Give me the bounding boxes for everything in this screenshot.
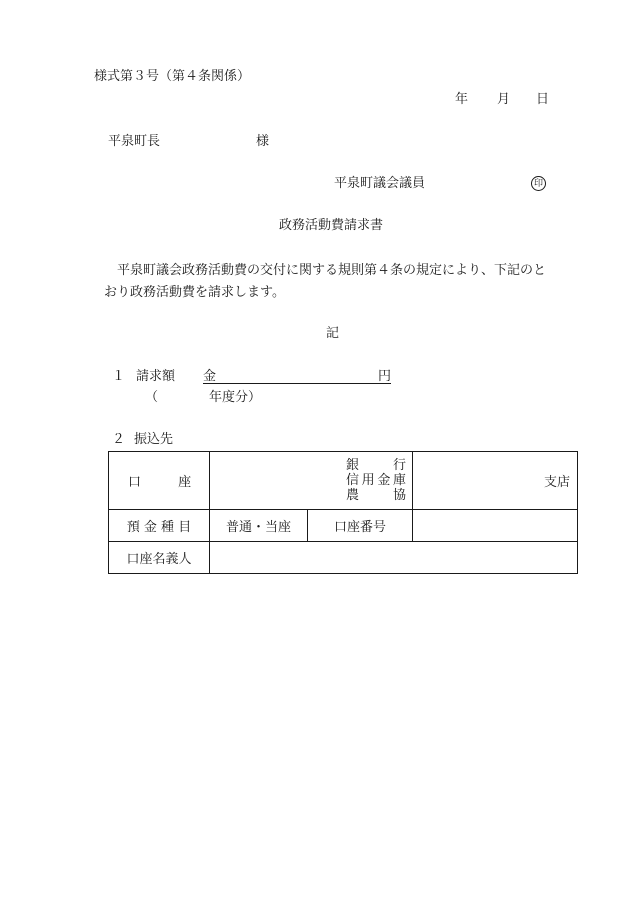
seal-mark: 印	[531, 176, 546, 191]
holder-row	[109, 542, 578, 574]
kin-label: 金	[203, 369, 217, 384]
item2-number: ２	[112, 432, 126, 447]
document-title: 政務活動費請求書	[279, 218, 384, 233]
addressee-name: 平泉町長	[108, 134, 161, 149]
bank-type-shinkin: 信用金庫	[346, 473, 406, 488]
account-label-1: 口	[128, 475, 142, 490]
fiscal-year-label: 年度分）	[209, 390, 262, 405]
account-label-2: 座	[178, 475, 192, 490]
account-holder-field[interactable]	[210, 542, 578, 574]
date-day: 日	[536, 92, 550, 107]
item2-label: 振込先	[134, 432, 174, 447]
date-month: 月	[497, 92, 511, 107]
transfer-table	[108, 451, 578, 574]
bank-name-field[interactable]	[210, 452, 413, 510]
fiscal-year-paren: （	[145, 390, 159, 405]
body-text-line-1: 平泉町議会政務活動費の交付に関する規則第４条の規定により、下記のと	[117, 263, 547, 278]
account-holder-label: 口座名義人	[109, 542, 210, 574]
bank-type-nokyo: 農 協	[346, 488, 406, 503]
item1-label: 請求額	[136, 369, 176, 384]
deposit-row	[109, 510, 578, 542]
form-number: 様式第３号（第４条関係）	[94, 69, 251, 84]
deposit-type-options[interactable]: 普通・当座	[210, 510, 308, 542]
account-number-label: 口座番号	[308, 510, 413, 542]
yen-label: 円	[377, 369, 391, 384]
item1-number: １	[112, 369, 126, 384]
deposit-type-label: 預 金 種 目	[109, 510, 210, 542]
account-row	[109, 452, 578, 510]
branch-field[interactable]	[413, 452, 578, 510]
ki-heading: 記	[326, 326, 340, 341]
body-text-line-2: おり政務活動費を請求します。	[104, 285, 285, 300]
date-year: 年	[455, 92, 469, 107]
bank-type-bank: 銀 行	[346, 458, 406, 473]
addressee-honorific: 様	[256, 134, 270, 149]
branch-label: 支店	[543, 475, 570, 490]
account-number-field[interactable]	[413, 510, 578, 542]
account-label-cell	[109, 452, 210, 510]
sender-title: 平泉町議会議員	[334, 176, 426, 191]
amount-field[interactable]	[203, 368, 391, 384]
